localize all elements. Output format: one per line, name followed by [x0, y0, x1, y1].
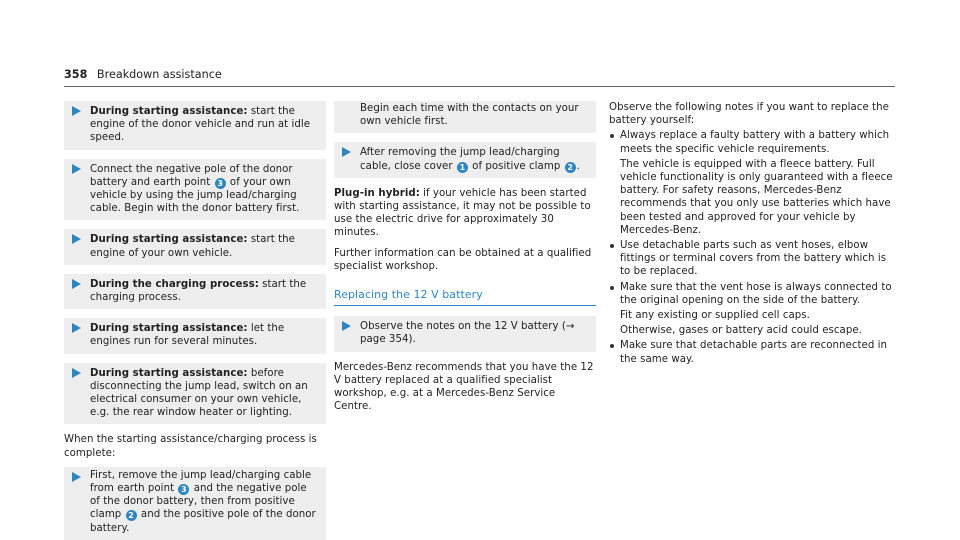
step-label: During starting assistance:: [90, 323, 248, 335]
step-text: First, remove the jump lead/charging cable from earth point: [90, 469, 312, 495]
step-label: During starting assistance:: [90, 234, 248, 246]
step-observe-notes: [334, 316, 596, 351]
step-arrow-icon: [72, 368, 81, 378]
step-text: Observe the notes on the 12 V battery (→ page 354).: [360, 321, 575, 346]
list-item-subtext: Otherwise, gases or battery acid could escape.: [620, 325, 862, 337]
bullet-icon: [610, 244, 614, 248]
plugin-hybrid-note: [334, 187, 596, 240]
step-text: before disconnecting the jump lead, switch on an electrical consumer on your own vehicle, e.g. the rear window heater or lighting.: [90, 367, 308, 419]
step-close-cover: [334, 142, 596, 177]
step-arrow-icon: [72, 279, 81, 289]
step-label: During the charging process:: [90, 278, 259, 290]
step-charging-process: [64, 274, 326, 309]
step-text: start the engine of your own vehicle.: [90, 234, 295, 259]
step-text: start the engine of the donor vehicle and run at idle speed.: [90, 106, 311, 144]
list-item-text: Always replace a faulty battery with a battery which meets the specific vehicle requirements.: [620, 130, 890, 155]
callout-badge-icon: 3: [215, 178, 226, 189]
note-label: Plug-in hybrid:: [334, 187, 420, 199]
page-section-title: Breakdown assistance: [96, 68, 222, 81]
step-text: start the charging process.: [90, 278, 307, 304]
step-label: During starting assistance:: [90, 367, 248, 379]
page-header: [64, 68, 222, 81]
step-continuation: [334, 101, 596, 133]
step-during-starting-3: [64, 318, 326, 353]
callout-badge-icon: 3: [178, 484, 189, 495]
callout-badge-icon: 2: [126, 510, 137, 521]
step-text: After removing the jump lead/charging cable, close cover: [360, 147, 560, 172]
list-item: [609, 339, 895, 365]
column-left: [64, 101, 326, 540]
step-text: of your own vehicle by using the jump lead/charging cable. Begin with the donor battery first.: [90, 176, 300, 215]
section-title-replacing-battery: Replacing the 12 V battery: [334, 288, 596, 306]
column-right: [609, 101, 895, 368]
step-text: .: [576, 160, 580, 172]
step-arrow-icon: [72, 472, 81, 482]
list-item-subtext: Fit any existing or supplied cell caps.: [620, 310, 810, 322]
step-text: and the positive pole of the donor battery.: [90, 509, 316, 534]
step-arrow-icon: [72, 106, 81, 116]
column-middle: [334, 101, 596, 420]
bullet-icon: [610, 286, 614, 290]
step-text: of positive clamp: [468, 160, 564, 172]
bullet-icon: [610, 344, 614, 348]
note-text: if your vehicle has been started with starting assistance, it may not be possible to use the electric drive for approximately 30 minutes.: [334, 187, 591, 239]
further-info: Further information can be obtained at a qualified specialist workshop.: [334, 247, 592, 272]
battery-notes-list: [609, 129, 895, 365]
recommendation-paragraph: Mercedes-Benz recommends that you have the 12 V battery replaced at a qualified specialist workshop, e.g. at a Mercedes-Benz Service Centre.: [334, 361, 594, 413]
step-arrow-icon: [72, 164, 81, 174]
step-remove-lead: [64, 467, 326, 540]
step-arrow-icon: [342, 147, 351, 157]
step-during-starting-1: [64, 101, 326, 150]
list-item-subtext: The vehicle is equipped with a fleece battery. Full vehicle functionality is only guaranteed with a fleece battery. For safety reasons, Mercedes-Benz recommends that you only use batteries which have been tested and approved for your vehicle by Mercedes-Benz.: [620, 158, 893, 236]
list-item: [609, 239, 895, 279]
list-item: [609, 281, 895, 338]
list-item-text: Use detachable parts such as vent hoses, elbow fittings or terminal covers from the battery which is to be replaced.: [620, 240, 887, 278]
step-arrow-icon: [342, 321, 351, 331]
step-during-starting-4: [64, 363, 326, 425]
step-arrow-icon: [72, 323, 81, 333]
step-text: let the engines run for several minutes.: [90, 323, 285, 348]
completion-paragraph: When the starting assistance/charging process is complete:: [64, 434, 317, 459]
callout-badge-icon: 1: [457, 162, 468, 173]
list-item-text: Make sure that detachable parts are reconnected in the same way.: [620, 340, 888, 365]
step-arrow-icon: [72, 234, 81, 244]
list-item: [609, 129, 895, 237]
header-divider: [64, 86, 895, 87]
step-text: Connect the negative pole of the donor battery and earth point: [90, 163, 293, 188]
step-text: Begin each time with the contacts on your own vehicle first.: [360, 103, 579, 128]
page-number: 358: [64, 68, 88, 81]
step-text: and the negative pole of the donor battery, then from positive clamp: [90, 483, 307, 521]
step-connect-negative: [64, 159, 326, 221]
list-item-text: Make sure that the vent hose is always connected to the original opening on the side of the battery.: [620, 281, 892, 306]
callout-badge-icon: 2: [565, 162, 576, 173]
step-label: During starting assistance:: [90, 106, 248, 117]
step-during-starting-2: [64, 229, 326, 264]
replace-intro: Observe the following notes if you want to replace the battery yourself:: [609, 102, 889, 127]
bullet-icon: [610, 134, 614, 138]
